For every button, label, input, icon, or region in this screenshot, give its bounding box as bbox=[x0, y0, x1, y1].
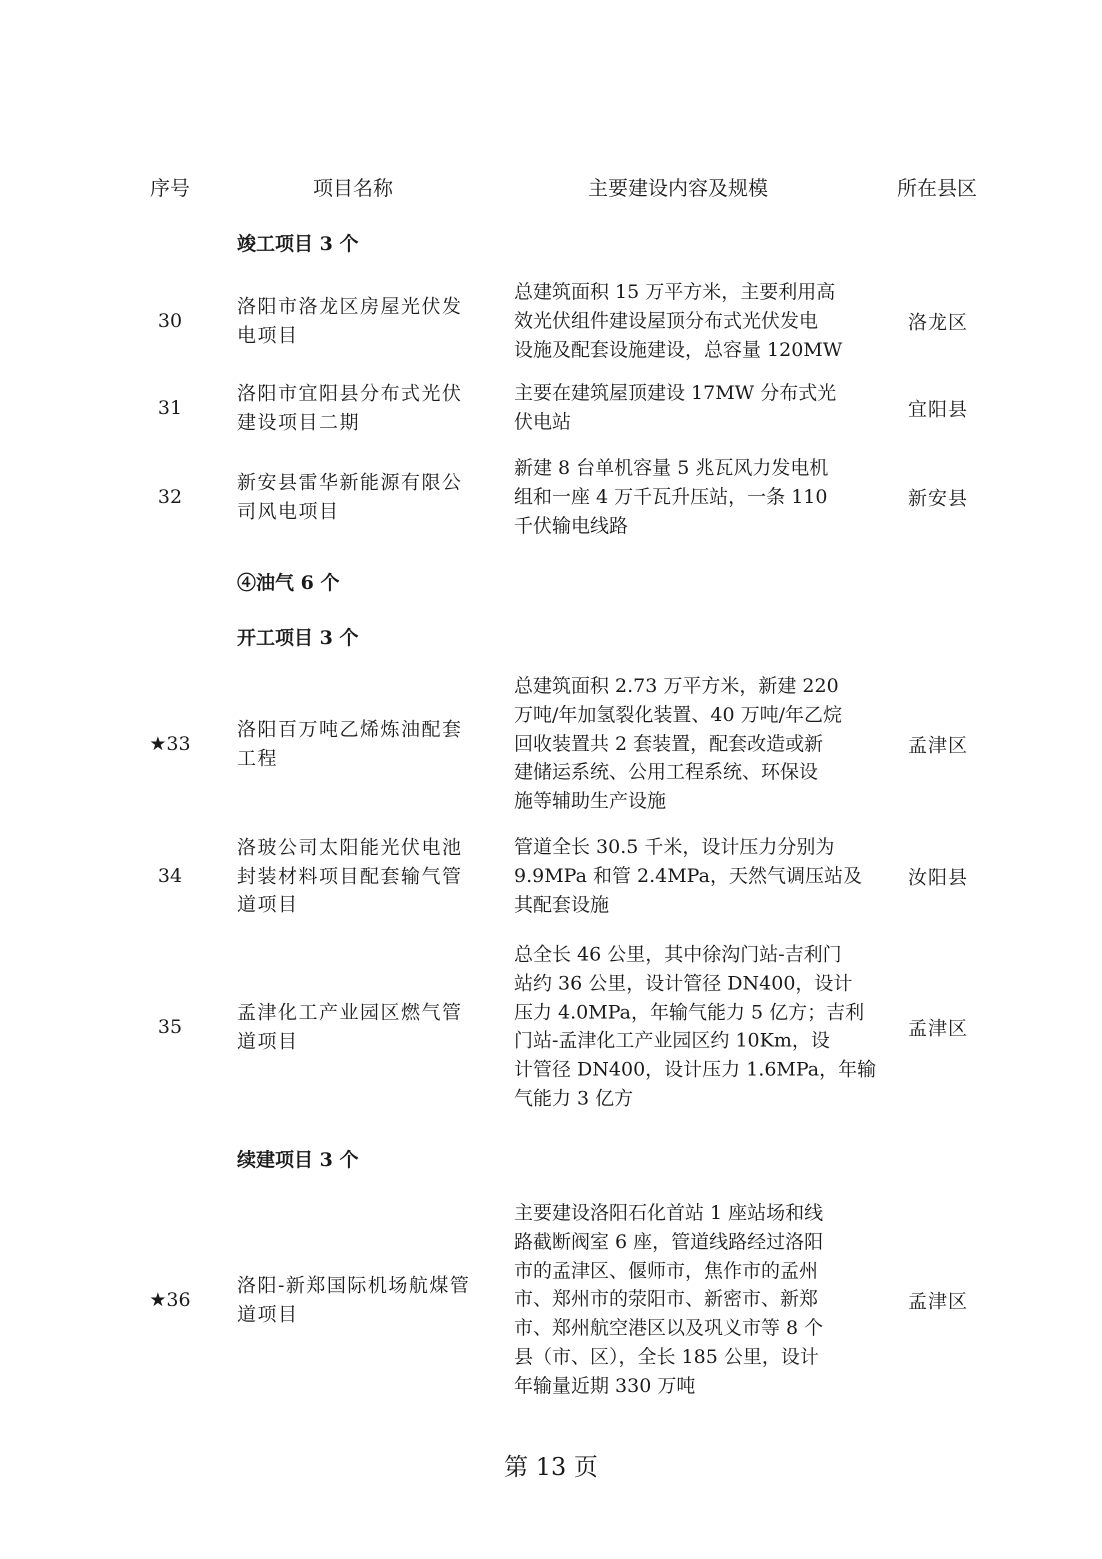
section-oil-gas: ④油气 6 个 bbox=[237, 572, 340, 594]
row-desc-line: 组和一座 4 万千瓦升压站，一条 110 bbox=[514, 485, 828, 508]
row-name-line: 建设项目二期 bbox=[237, 411, 361, 433]
row-name bbox=[237, 1272, 471, 1329]
row-desc-line: 主要在建筑屋顶建设 17MW 分布式光 bbox=[514, 382, 837, 405]
row-name-line: 司风电项目 bbox=[237, 500, 340, 522]
header-desc: 主要建设内容及规模 bbox=[588, 176, 768, 200]
row-desc-line: 县（市、区），全长 185 公里，设计 bbox=[514, 1346, 819, 1369]
row-name-line: 孟津化工产业园区燃气管 bbox=[237, 1001, 463, 1024]
row-name bbox=[237, 716, 467, 773]
section-continued: 续建项目 3 个 bbox=[237, 1149, 359, 1171]
row-desc-line: 站约 36 公里，设计管径 DN400，设计 bbox=[514, 972, 853, 995]
row-desc-line: 市、郑州市的荥阳市、新密市、新郑 bbox=[514, 1288, 819, 1311]
row-desc-line: 施等辅助生产设施 bbox=[514, 790, 667, 813]
row-name-line: 封装材料项目配套输气管 bbox=[237, 864, 463, 887]
row-seq: ★36 bbox=[149, 1289, 191, 1311]
row-desc-line: 压力 4.0MPa，年输气能力 5 亿方；吉利 bbox=[514, 1001, 865, 1024]
row-desc-line: 路截断阀室 6 座，管道线路经过洛阳 bbox=[514, 1231, 824, 1254]
row-name-line: 新安县雷华新能源有限公 bbox=[237, 471, 463, 494]
row-desc bbox=[514, 379, 854, 437]
page-number: 第 13 页 bbox=[504, 1453, 598, 1481]
row-desc-line: 总全长 46 公里，其中徐沟门站-吉利门 bbox=[514, 943, 842, 966]
row-name-line: 工程 bbox=[237, 747, 279, 769]
row-desc-line: 伏电站 bbox=[514, 411, 572, 433]
row-name bbox=[237, 999, 467, 1056]
row-location: 宜阳县 bbox=[907, 398, 968, 421]
row-desc-line: 9.9MPa 和管 2.4MPa，天然气调压站及 bbox=[514, 864, 862, 887]
row-desc-line: 其配套设施 bbox=[514, 893, 610, 916]
row-location: 孟津区 bbox=[907, 1290, 968, 1313]
row-desc-line: 市、郑州航空港区以及巩义市等 8 个 bbox=[514, 1317, 824, 1340]
row-desc-line: 总建筑面积 2.73 万平方米，新建 220 bbox=[514, 675, 839, 698]
row-desc-line: 万吨/年加氢裂化装置、40 万吨/年乙烷 bbox=[514, 703, 843, 726]
row-desc-line: 主要建设洛阳石化首站 1 座站场和线 bbox=[514, 1202, 824, 1225]
row-name-line: 道项目 bbox=[237, 1030, 299, 1052]
row-desc bbox=[514, 454, 854, 540]
section-started: 开工项目 3 个 bbox=[237, 627, 359, 649]
row-location: 孟津区 bbox=[907, 1017, 968, 1040]
row-name-line: 洛阳市宜阳县分布式光伏 bbox=[237, 382, 463, 405]
row-name-line: 洛玻公司太阳能光伏电池 bbox=[237, 836, 463, 859]
row-desc-line: 千伏输电线路 bbox=[514, 514, 629, 537]
row-location: 孟津区 bbox=[907, 734, 968, 757]
row-desc bbox=[514, 1199, 854, 1401]
row-name bbox=[237, 833, 467, 919]
row-location: 洛龙区 bbox=[907, 311, 968, 334]
row-seq: 30 bbox=[157, 310, 183, 332]
row-name-line: 洛阳百万吨乙烯炼油配套 bbox=[237, 718, 463, 741]
row-name bbox=[237, 380, 467, 437]
header-location: 所在县区 bbox=[897, 176, 977, 200]
row-desc-line: 门站-孟津化工产业园区约 10Km，设 bbox=[514, 1030, 830, 1052]
row-seq: 34 bbox=[157, 865, 183, 887]
row-desc bbox=[514, 833, 862, 919]
row-name-line: 电项目 bbox=[237, 324, 299, 346]
row-desc-line: 市的孟津区、偃师市，焦作市的孟州 bbox=[514, 1259, 819, 1282]
row-desc-line: 建储运系统、公用工程系统、环保设 bbox=[514, 761, 819, 784]
row-desc-line: 新建 8 台单机容量 5 兆瓦风力发电机 bbox=[514, 456, 829, 479]
row-location: 新安县 bbox=[907, 487, 968, 510]
row-name-line: 道项目 bbox=[237, 893, 299, 916]
row-desc-line: 回收装置共 2 套装置，配套改造或新 bbox=[514, 732, 824, 755]
row-location: 汝阳县 bbox=[907, 866, 968, 889]
row-desc bbox=[514, 941, 877, 1114]
row-name-line: 道项目 bbox=[237, 1303, 299, 1325]
row-name-line: 洛阳市洛龙区房屋光伏发 bbox=[237, 295, 463, 318]
row-name bbox=[237, 469, 467, 526]
row-seq: 32 bbox=[157, 486, 183, 508]
header-name: 项目名称 bbox=[313, 176, 393, 200]
row-desc-line: 计管径 DN400，设计压力 1.6MPa，年输 bbox=[514, 1058, 877, 1081]
row-desc-line: 年输量近期 330 万吨 bbox=[514, 1374, 696, 1397]
row-seq: 31 bbox=[157, 397, 183, 419]
section-completed: 竣工项目 3 个 bbox=[237, 233, 359, 255]
row-seq: ★33 bbox=[149, 733, 191, 755]
row-desc-line: 气能力 3 亿方 bbox=[514, 1087, 634, 1110]
row-desc bbox=[514, 672, 854, 816]
row-desc-line: 管道全长 30.5 千米，设计压力分别为 bbox=[514, 835, 835, 858]
header-seq: 序号 bbox=[150, 176, 190, 200]
row-seq: 35 bbox=[157, 1016, 183, 1038]
row-desc bbox=[514, 278, 854, 364]
row-name-line: 洛阳-新郑国际机场航煤管 bbox=[237, 1274, 471, 1297]
row-desc-line: 设施及配套设施建设，总容量 120MW bbox=[514, 338, 843, 361]
row-desc-line: 总建筑面积 15 万平方米，主要利用高 bbox=[514, 280, 836, 303]
row-name bbox=[237, 293, 467, 350]
row-desc-line: 效光伏组件建设屋顶分布式光伏发电 bbox=[514, 309, 819, 332]
